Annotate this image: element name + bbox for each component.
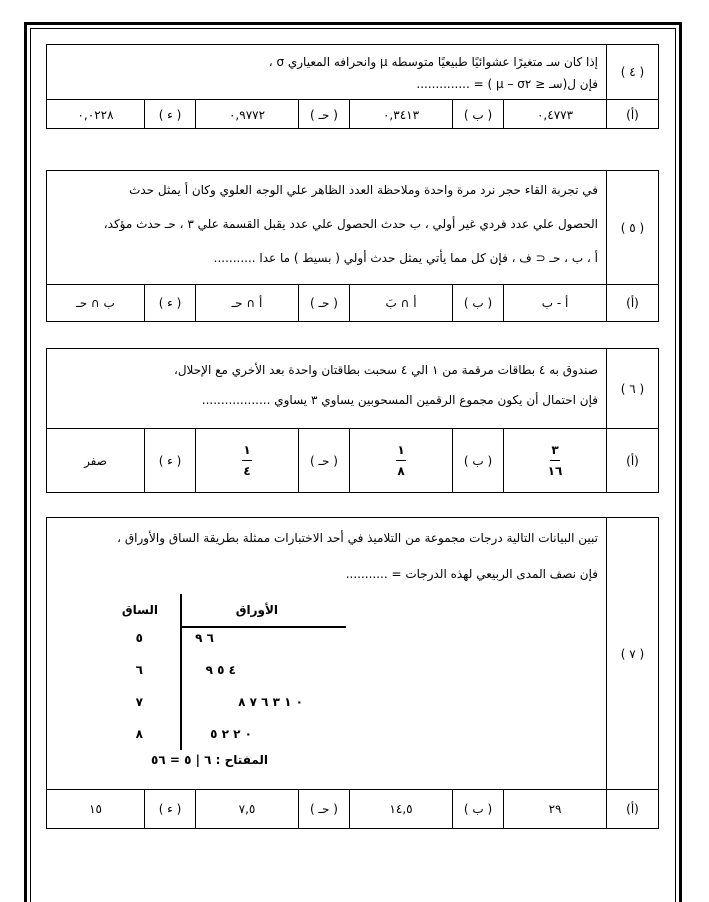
option-b-label[interactable]: ( ب ) (452, 429, 503, 492)
fraction (396, 442, 406, 479)
question-6 (46, 348, 659, 493)
denominator: ١٦ (547, 464, 563, 478)
option-b[interactable] (349, 429, 452, 492)
option-d[interactable]: ب ∩ حـ (76, 296, 115, 310)
option-c-label[interactable]: ( حـ ) (298, 429, 349, 492)
leaf-header: الأوراق (235, 603, 278, 617)
question-text-line: إذا كان سـ متغيرًا عشوائيًا طبيعيًا متوسطه μ وانحرافه المعياري σ ، (268, 55, 598, 69)
fraction-bar (396, 460, 406, 461)
option-a-label[interactable]: (أ) (606, 285, 658, 321)
option-b[interactable]: أ ∩ بَ (349, 285, 452, 321)
stem-divider (180, 594, 182, 750)
question-text-line: فإن نصف المدى الربيعي لهذه الدرجات = ........... (345, 567, 598, 581)
option-a-label[interactable]: (أ) (606, 790, 658, 828)
option-c[interactable] (195, 429, 298, 492)
leaf-values: ٦ ٩ (195, 631, 214, 645)
option-c-label[interactable]: ( حـ ) (298, 285, 349, 321)
option-d[interactable]: ١٥ (89, 802, 102, 816)
leaf-values: ٤ ٥ ٩ (205, 663, 236, 677)
question-5 (46, 170, 659, 322)
option-b-label[interactable]: ( ب ) (452, 285, 503, 321)
option-c-label[interactable]: ( حـ ) (298, 100, 349, 129)
option-d-label[interactable]: ( ء ) (144, 429, 195, 492)
fraction (548, 442, 563, 479)
option-c[interactable]: ٧,٥ (195, 790, 298, 828)
numerator: ٣ (551, 443, 559, 457)
option-a-label[interactable]: (أ) (606, 100, 658, 129)
question-text-line: فإن ل(سـ ≤ μ – σ٢ ) = .............. (416, 77, 598, 91)
option-d[interactable]: ٠,٠٢٢٨ (77, 107, 114, 122)
question-text-line: الحصول علي عدد فردي غير أولي ، ب حدث الحصول علي عدد يقبل القسمة علي ٣ ، حـ حدث مؤكد، (103, 217, 598, 231)
option-a-label[interactable]: (أ) (606, 429, 658, 492)
question-number: ( ٧ ) (606, 518, 658, 789)
denominator: ٨ (397, 464, 405, 478)
option-a[interactable]: أ - ب (503, 285, 606, 321)
stem-and-leaf-plot (55, 592, 598, 767)
plot-key: المفتاح : ٦ | ٥ = ٥٦ (151, 753, 268, 767)
question-text-line: تبين البيانات التالية درجات مجموعة من التلاميذ في أحد الاختبارات ممثلة بطريقة الساق والأوراق ، (117, 531, 598, 545)
question-text-line: في تجربة القاء حجر نرد مرة واحدة وملاحظة العدد الظاهر علي الوجه العلوي وكان أ يمثل حدث (129, 183, 598, 197)
stem-value: ٥ (135, 631, 143, 645)
option-b-label[interactable]: ( ب ) (452, 790, 503, 828)
option-d-label[interactable]: ( ء ) (144, 790, 195, 828)
stem-value: ٨ (135, 727, 143, 741)
numerator: ١ (397, 443, 405, 457)
option-b[interactable]: ١٤,٥ (349, 790, 452, 828)
option-d-label[interactable]: ( ء ) (144, 285, 195, 321)
fraction (242, 442, 252, 479)
leaf-values: ٠ ١ ٣ ٦ ٧ ٨ (238, 695, 303, 709)
question-7 (46, 517, 659, 829)
stem-header: الساق (121, 603, 158, 617)
denominator: ٤ (243, 464, 251, 478)
option-c[interactable]: أ ∩ حـ (195, 285, 298, 321)
header-divider (182, 626, 346, 628)
fraction-bar (550, 460, 560, 461)
option-d[interactable]: صفر (84, 453, 107, 468)
option-c-label[interactable]: ( حـ ) (298, 790, 349, 828)
numerator: ١ (243, 443, 251, 457)
question-number: ( ٥ ) (606, 171, 658, 284)
question-text-line: صندوق به ٤ بطاقات مرقمة من ١ الي ٤ سحبت بطاقتان واحدة بعد الأخري مع الإحلال، (173, 363, 598, 377)
question-text-line: فإن احتمال أن يكون مجموع الرقمين المسحوبين يساوي ٣ يساوي .................. (201, 393, 598, 407)
option-d-label[interactable]: ( ء ) (144, 100, 195, 129)
option-b-label[interactable]: ( ب ) (452, 100, 503, 129)
question-number: ( ٤ ) (606, 45, 658, 99)
stem-value: ٦ (135, 663, 143, 677)
option-a[interactable]: ٢٩ (503, 790, 606, 828)
option-b[interactable]: ٠,٣٤١٣ (349, 100, 452, 129)
question-text-line: أ ، ب ، حـ ⊂ ف ، فإن كل مما يأتي يمثل حدث أولي ( بسيط ) ما عدا ........... (213, 251, 598, 265)
question-4 (46, 44, 659, 129)
leaf-values: ٠ ٢ ٢ ٥ (210, 727, 252, 741)
question-number: ( ٦ ) (606, 349, 658, 428)
fraction-bar (242, 460, 252, 461)
option-a[interactable] (503, 429, 606, 492)
stem-value: ٧ (135, 695, 143, 709)
option-a[interactable]: ٠,٤٧٧٣ (503, 100, 606, 129)
option-c[interactable]: ٠,٩٧٧٢ (195, 100, 298, 129)
